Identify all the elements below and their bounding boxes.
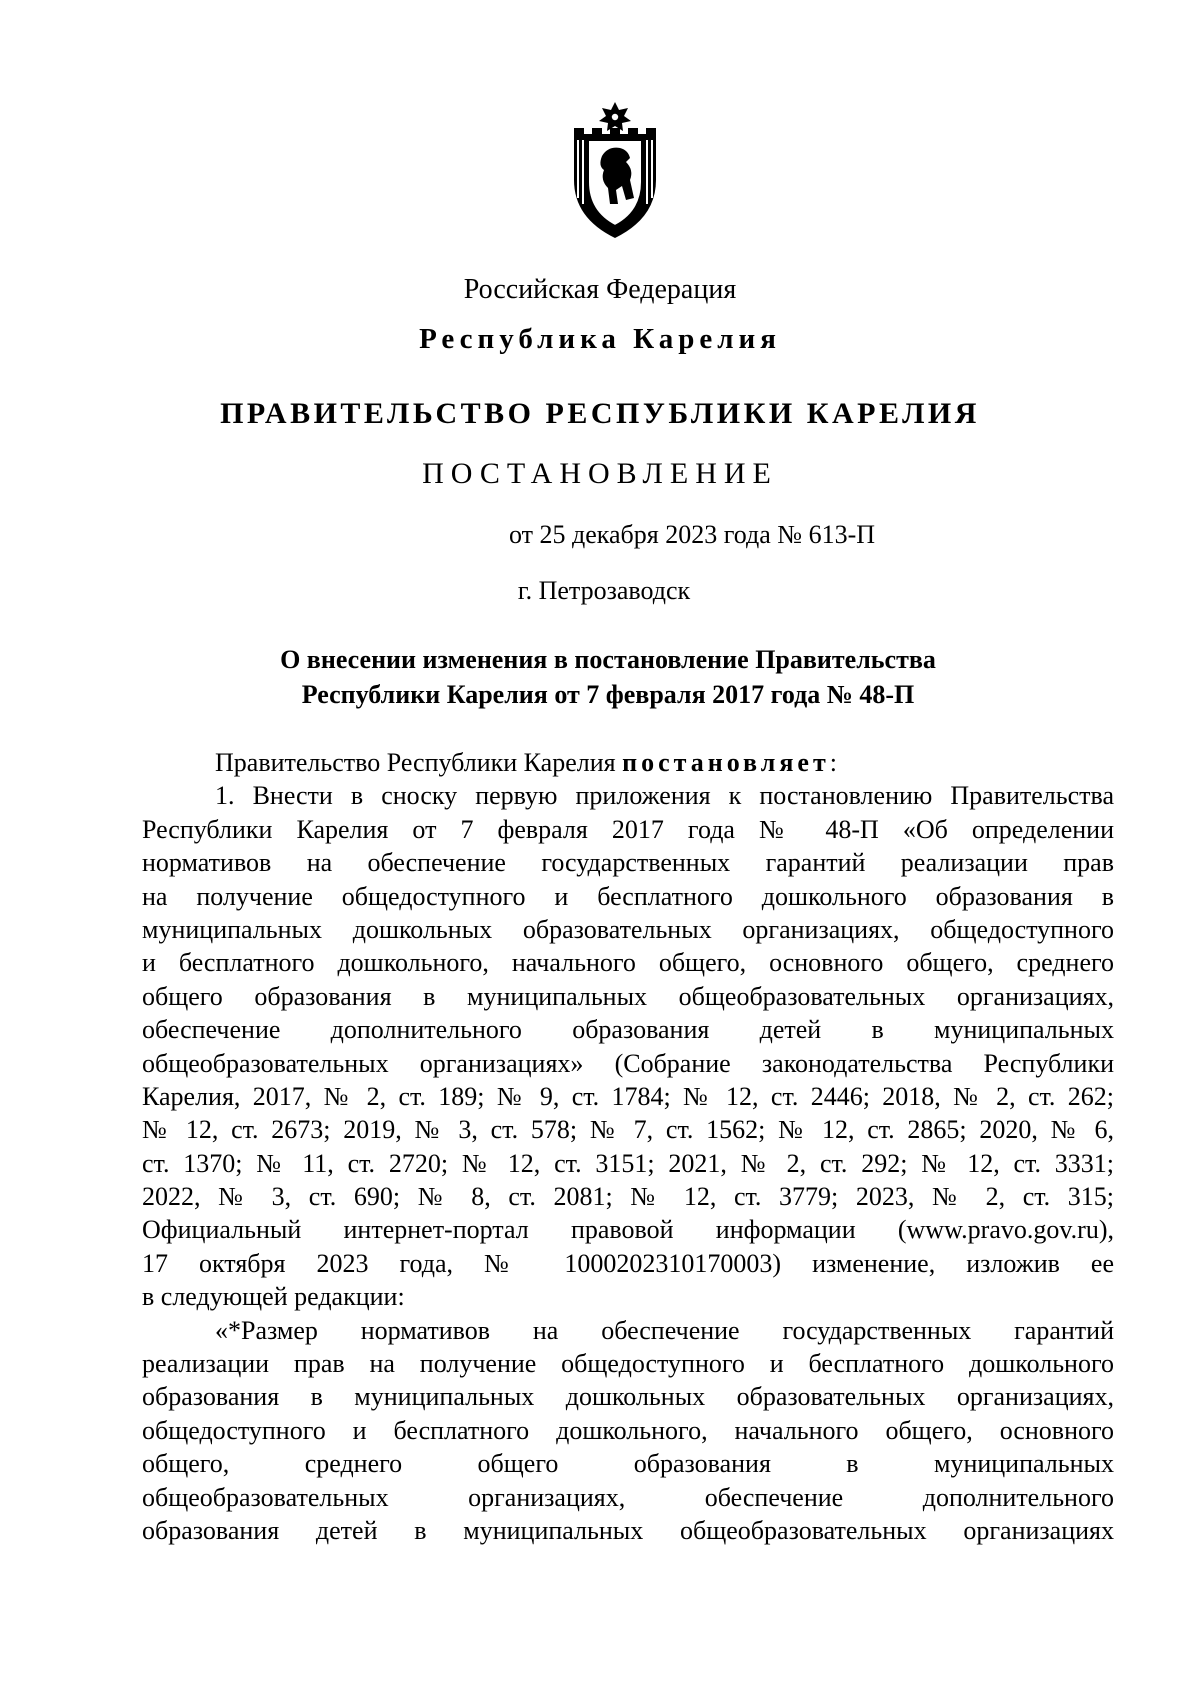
intro-text: Правительство Республики Карелия bbox=[215, 748, 623, 777]
body-line: общедоступного и бесплатного дошкольного, начального общего, основного bbox=[142, 1415, 1114, 1445]
body-line: образования детей в муниципальных общеобразовательных организациях bbox=[142, 1515, 1114, 1545]
region-name: Республика Карелия bbox=[419, 323, 781, 355]
body-line: 2022, № 3, ст. 690; № 8, ст. 2081; № 12, ст. 3779; 2023, № 2, ст. 315; bbox=[142, 1182, 1114, 1212]
body-line: Карелия, 2017, № 2, ст. 189; № 9, ст. 1784; № 12, ст. 2446; 2018, № 2, ст. 262; bbox=[142, 1081, 1114, 1111]
body-line: обеспечение дополнительного образования детей в муниципальных bbox=[142, 1015, 1114, 1045]
body-line: нормативов на обеспечение государственных гарантий реализации прав bbox=[142, 848, 1114, 878]
country-name: Российская Федерация bbox=[463, 274, 737, 305]
body-line: и бесплатного дошкольного, начального общего, основного общего, среднего bbox=[142, 948, 1114, 978]
body-line: ст. 1370; № 11, ст. 2720; № 12, ст. 3151; 2021, № 2, ст. 292; № 12, ст. 3331; bbox=[142, 1148, 1114, 1178]
body-line: общего, среднего общего образования в муниципальных bbox=[142, 1449, 1114, 1479]
body-line: Официальный интернет-портал правовой информации (www.pravo.gov.ru), bbox=[142, 1215, 1114, 1245]
intro-end: : bbox=[829, 748, 837, 777]
intro-line bbox=[142, 746, 1114, 779]
body-line: общего образования в муниципальных общеобразовательных организациях, bbox=[142, 981, 1114, 1011]
body-line: образования в муниципальных дошкольных образовательных организациях, bbox=[142, 1382, 1114, 1412]
decree-city: г. Петрозаводск bbox=[517, 576, 691, 605]
body-line: 1. Внести в сноску первую приложения к постановлению Правительства bbox=[215, 781, 1114, 811]
body-line: на получение общедоступного и бесплатного дошкольного образования в bbox=[142, 881, 1114, 911]
body-line: реализации прав на получение общедоступного и бесплатного дошкольного bbox=[142, 1349, 1114, 1379]
document-body bbox=[142, 746, 1114, 1547]
coat-of-arms-icon bbox=[568, 100, 662, 240]
body-line: в следующей редакции: bbox=[142, 1282, 405, 1312]
intro-verb: постановляет bbox=[622, 748, 830, 777]
body-line: общеобразовательных организациях» (Собрание законодательства Республики bbox=[142, 1048, 1114, 1078]
document-title bbox=[8, 642, 1200, 712]
body-line: № 12, ст. 2673; 2019, № 3, ст. 578; № 7, ст. 1562; № 12, ст. 2865; 2020, № 6, bbox=[142, 1115, 1114, 1145]
document-type: ПОСТАНОВЛЕНИЕ bbox=[422, 457, 778, 490]
body-line: «*Размер нормативов на обеспечение государственных гарантий bbox=[215, 1315, 1114, 1345]
title-line: Республики Карелия от 7 февраля 2017 года № 48-П bbox=[301, 680, 915, 709]
body-line: муниципальных дошкольных образовательных организациях, общедоступного bbox=[142, 914, 1114, 944]
title-line: О внесении изменения в постановление Правительства bbox=[280, 645, 936, 674]
government-name: ПРАВИТЕЛЬСТВО РЕСПУБЛИКИ КАРЕЛИЯ bbox=[220, 397, 980, 430]
body-line: общеобразовательных организациях, обеспечение дополнительного bbox=[142, 1482, 1114, 1512]
decree-date-number: от 25 декабря 2023 года № 613-П bbox=[508, 520, 876, 549]
body-line: Республики Карелия от 7 февраля 2017 года № 48-П «Об определении bbox=[142, 814, 1114, 844]
body-line: 17 октября 2023 года, № 1000202310170003) изменение, изложив ее bbox=[142, 1248, 1114, 1278]
